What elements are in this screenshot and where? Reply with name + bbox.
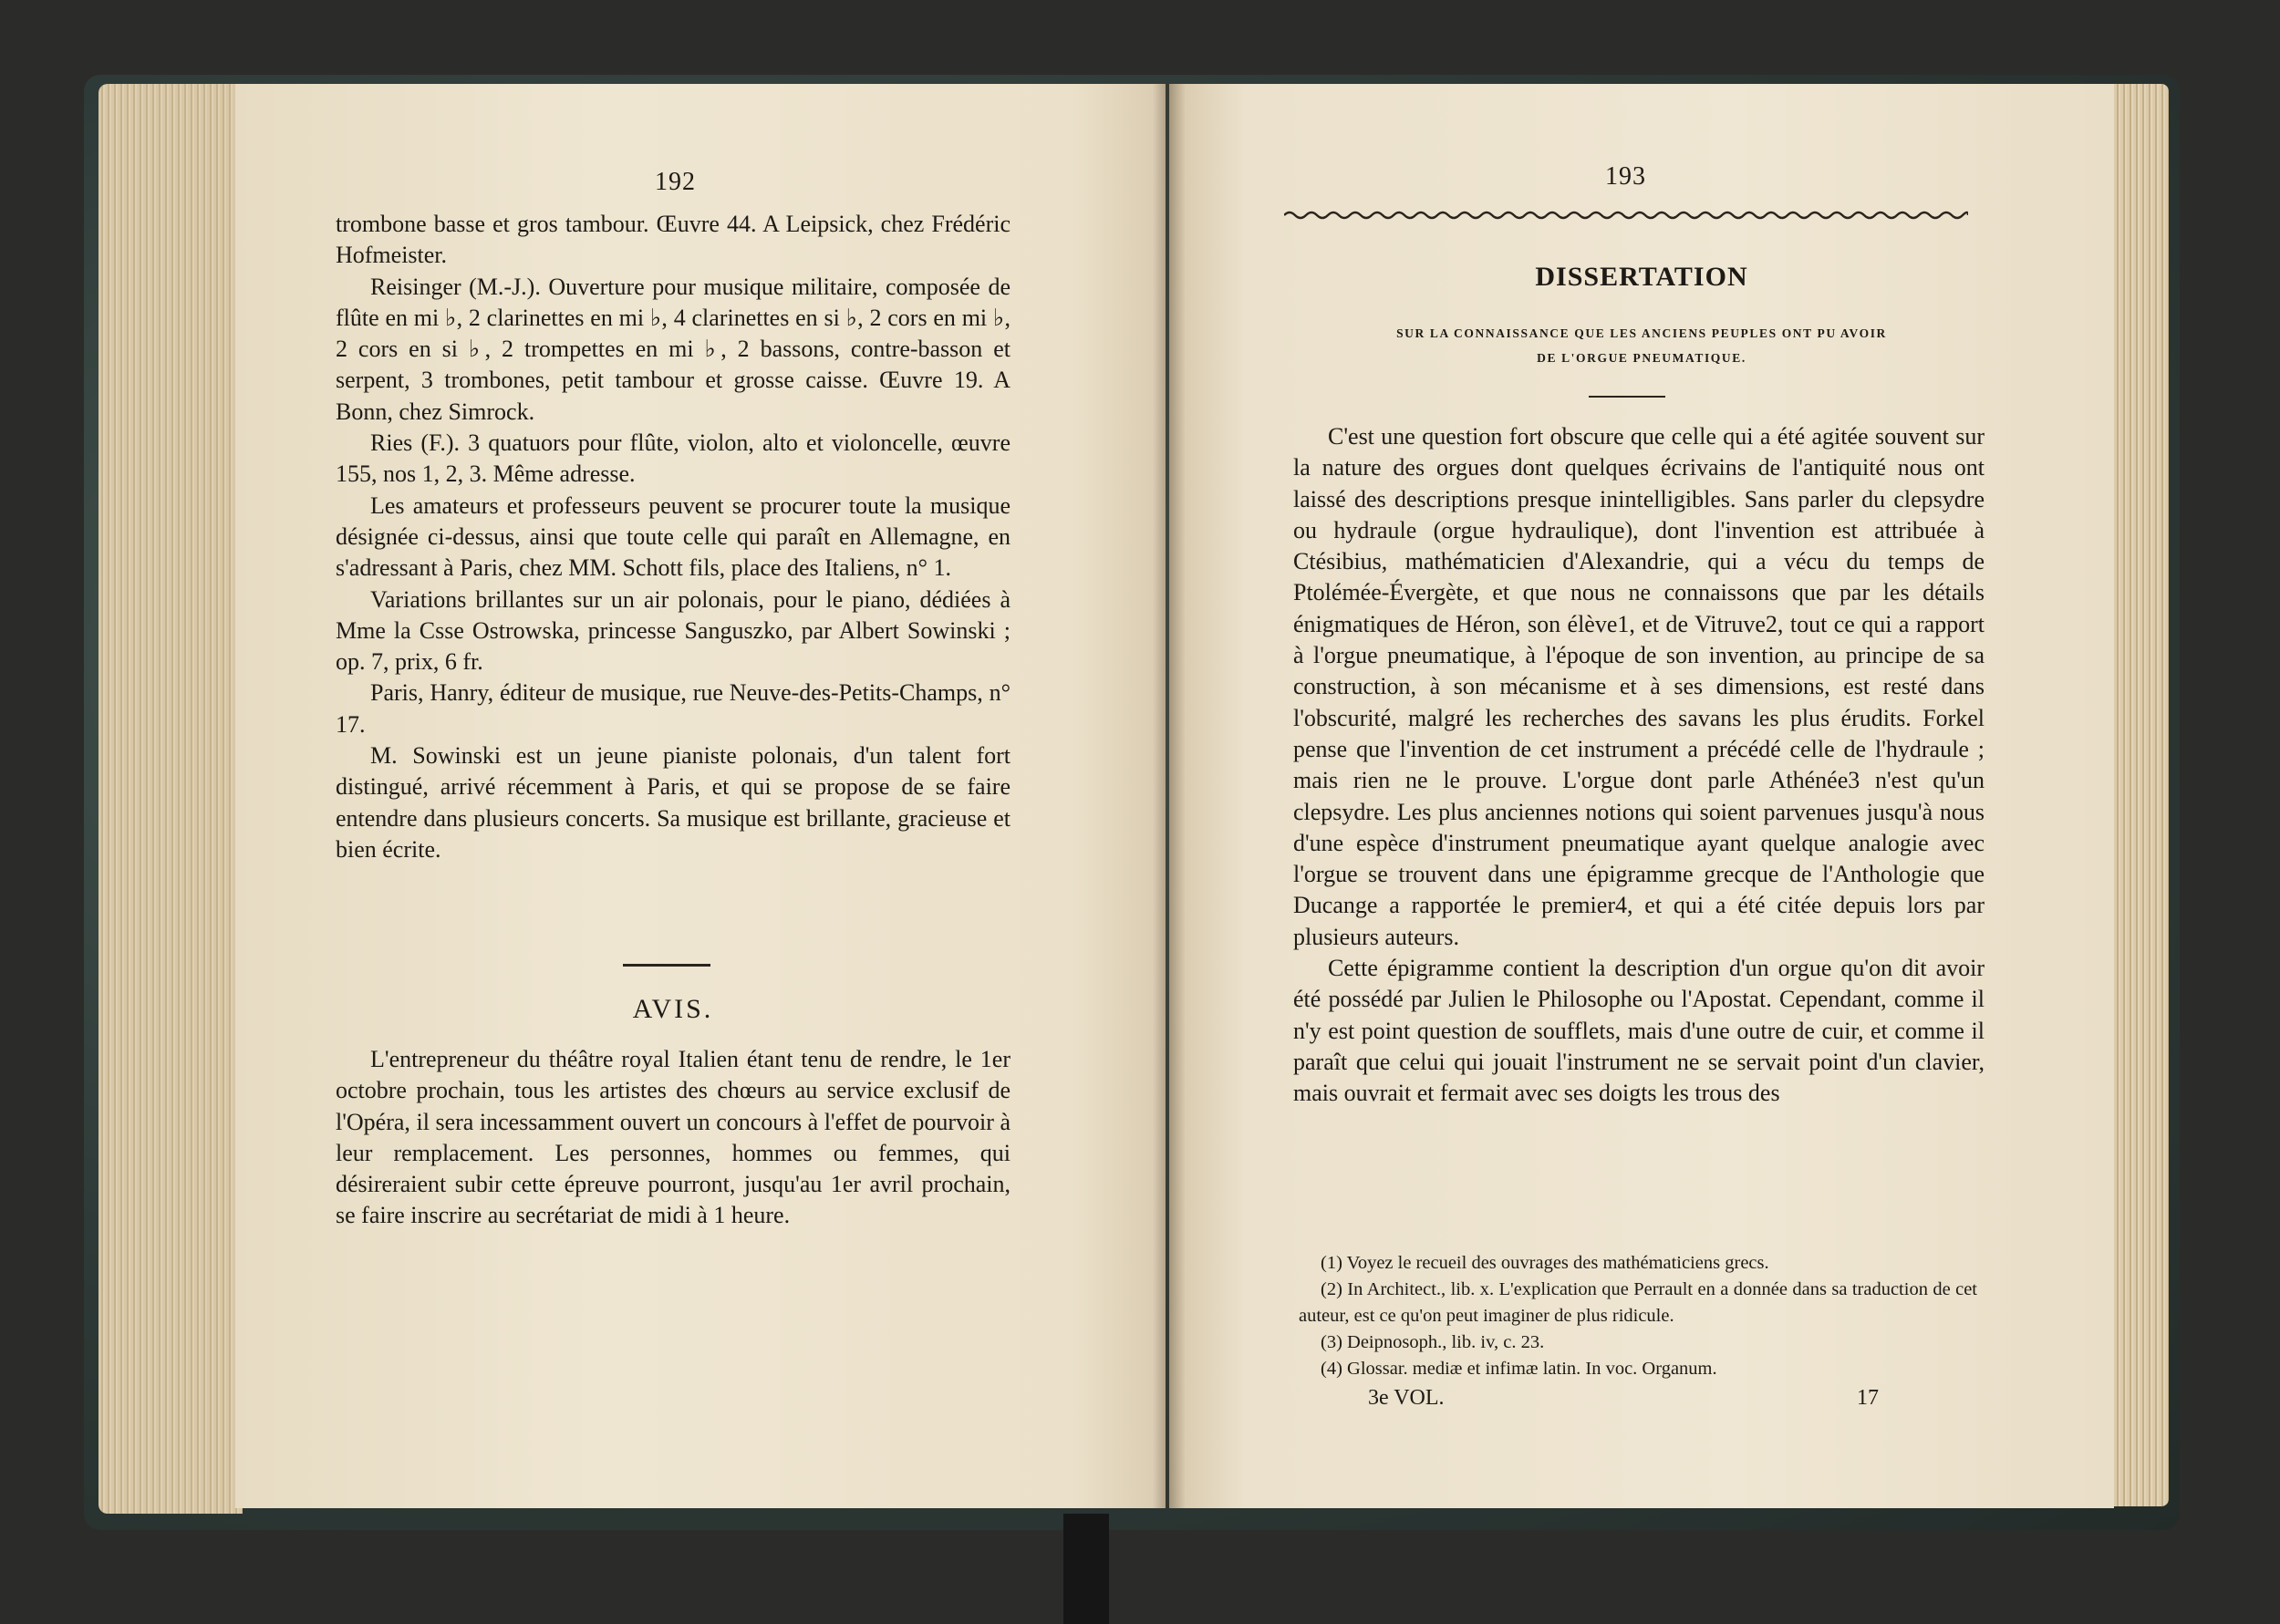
paragraph-3: Ries (F.). 3 quatuors pour flûte, violon, alto et violoncelle, œuvre 155, nos 1, 2, 3. Même adresse.: [336, 429, 1010, 488]
signature-volume: 3e VOL.: [1368, 1386, 1445, 1410]
paragraph-7: M. Sowinski est un jeune pianiste polonais, d'un talent fort distingué, arrivé récemment à Paris, et qui se propose de se faire entendre dans plusieurs concerts. Sa musique est brillante, gracieuse et bien écrite.: [336, 742, 1010, 863]
paragraph-1: trombone basse et gros tambour. Œuvre 44. A Leipsick, chez Frédéric Hofmeister.: [336, 211, 1010, 269]
dissertation-subtitle-line2: DE L'ORGUE PNEUMATIQUE.: [1537, 351, 1746, 365]
footnotes: [1299, 1250, 1977, 1382]
left-page-text: [336, 209, 1010, 865]
page-edges-right: [2114, 84, 2169, 1506]
paragraph-2: Cette épigramme contient la description d'un orgue qu'on dit avoir été possédé par Julien le Philosophe ou l'Apostat. Cependant, comme il n'y est point question de soufflets, mais d'une outre de cuir, et comme il paraît que celui qui jouait l'instrument ne se servait point d'un clavier, mais ouvrait et fermait avec ses doigts les trous des: [1293, 955, 1985, 1107]
paragraph-5: Variations brillantes sur un air polonais, pour le piano, dédiées à Mme la Csse Ostrowska, princesse Sanguszko, par Albert Sowinski ; op. 7, prix, 6 fr.: [336, 585, 1010, 676]
ornamental-wavy-rule: [1284, 209, 1968, 222]
dissertation-subtitle-line1: SUR LA CONNAISSANCE QUE LES ANCIENS PEUPLES ONT PU AVOIR: [1396, 326, 1887, 340]
notice-text-block: [336, 1044, 1010, 1232]
dissertation-title: DISSERTATION: [1535, 262, 1748, 292]
paragraph-6: Paris, Hanry, éditeur de musique, rue Neuve-des-Petits-Champs, n° 17.: [336, 679, 1010, 738]
paragraph-4: Les amateurs et professeurs peuvent se procurer toute la musique désignée ci-dessus, ainsi que toute celle qui paraît en Allemagne, en s'adressant à Paris, chez MM. Schott fils, place des Italiens, n° 1.: [336, 491, 1010, 582]
spine-shadow: [1063, 1514, 1109, 1624]
footnote-3: (3) Deipnosoph., lib. iv, c. 23.: [1321, 1332, 1545, 1352]
footnote-2: (2) In Architect., lib. x. L'explication que Perrault en a donnée dans sa traduction de cet auteur, est ce qu'on peut imaginer de plus ridicule.: [1299, 1279, 1977, 1326]
right-page-number: 193: [1605, 162, 1646, 191]
signature-number: 17: [1857, 1386, 1879, 1410]
book-gutter: [1153, 84, 1186, 1508]
page-edges-left: [98, 84, 243, 1514]
footnote-4: (4) Glossar. mediæ et infimæ latin. In voc. Organum.: [1321, 1359, 1717, 1379]
paragraph-1: C'est une question fort obscure que celle qui a été agitée souvent sur la nature des orgues dont quelques écrivains de l'antiquité nous ont laissé des descriptions presque inintelligibles. Sans parler du clepsydre ou hydraule (orgue hydraulique), dont l'invention est attribuée à Ctésibius, mathématicien d'Alexandrie, qui a vécu du temps de Ptolémée-Évergète, et que nous ne connaissons que par les détails énigmatiques de Héron, son élève1, et de Vitruve2, tout ce qui a rapport à l'orgue pneumatique, à l'époque de son invention, au principe de sa construction, à son mécanisme et à ses dimensions, est resté dans l'obscurité, malgré les recherches des savans les plus érudits. Forkel pense que l'invention de cet instrument a précédé celle de l'hydraule ; mais rien ne le prouve. L'orgue dont parle Athénée3 n'est qu'un clepsydre. Les plus anciennes notions qui soient parvenues jusqu'à nous d'une espèce d'instrument pneumatique ayant quelque analogie avec l'orgue se trouvent dans une épigramme grecque de l'Anthologie que Ducange a rapportée le premier4, et qui a été citée depuis lors par plusieurs auteurs.: [1293, 423, 1985, 950]
paragraph-2: Reisinger (M.-J.). Ouverture pour musique militaire, composée de flûte en mi ♭, 2 clarinettes en mi ♭, 4 clarinettes en si ♭, 2 cors en mi ♭, 2 cors en si ♭, 2 trompettes en mi ♭, 2 bassons, contre-basson et serpent, 3 trombones, petit tambour et grosse caisse. Œuvre 19. A Bonn, chez Simrock.: [336, 273, 1010, 425]
right-page-text: [1293, 421, 1985, 1110]
notice-heading: AVIS.: [632, 994, 714, 1024]
footnote-1: (1) Voyez le recueil des ouvrages des mathématiciens grecs.: [1321, 1253, 1769, 1273]
notice-text: L'entrepreneur du théâtre royal Italien étant tenu de rendre, le 1er octobre prochain, tous les artistes des chœurs au service exclusif de l'Opéra, il sera incessamment ouvert un concours à l'effet de pourvoir à leur remplacement. Les personnes, hommes ou femmes, qui désireraient subir cette épreuve pourront, jusqu'au 1er avril prochain, se faire inscrire au secrétariat de midi à 1 heure.: [336, 1046, 1010, 1229]
section-divider: [623, 964, 710, 967]
title-divider: [1589, 396, 1665, 398]
left-page-number: 192: [655, 168, 696, 196]
